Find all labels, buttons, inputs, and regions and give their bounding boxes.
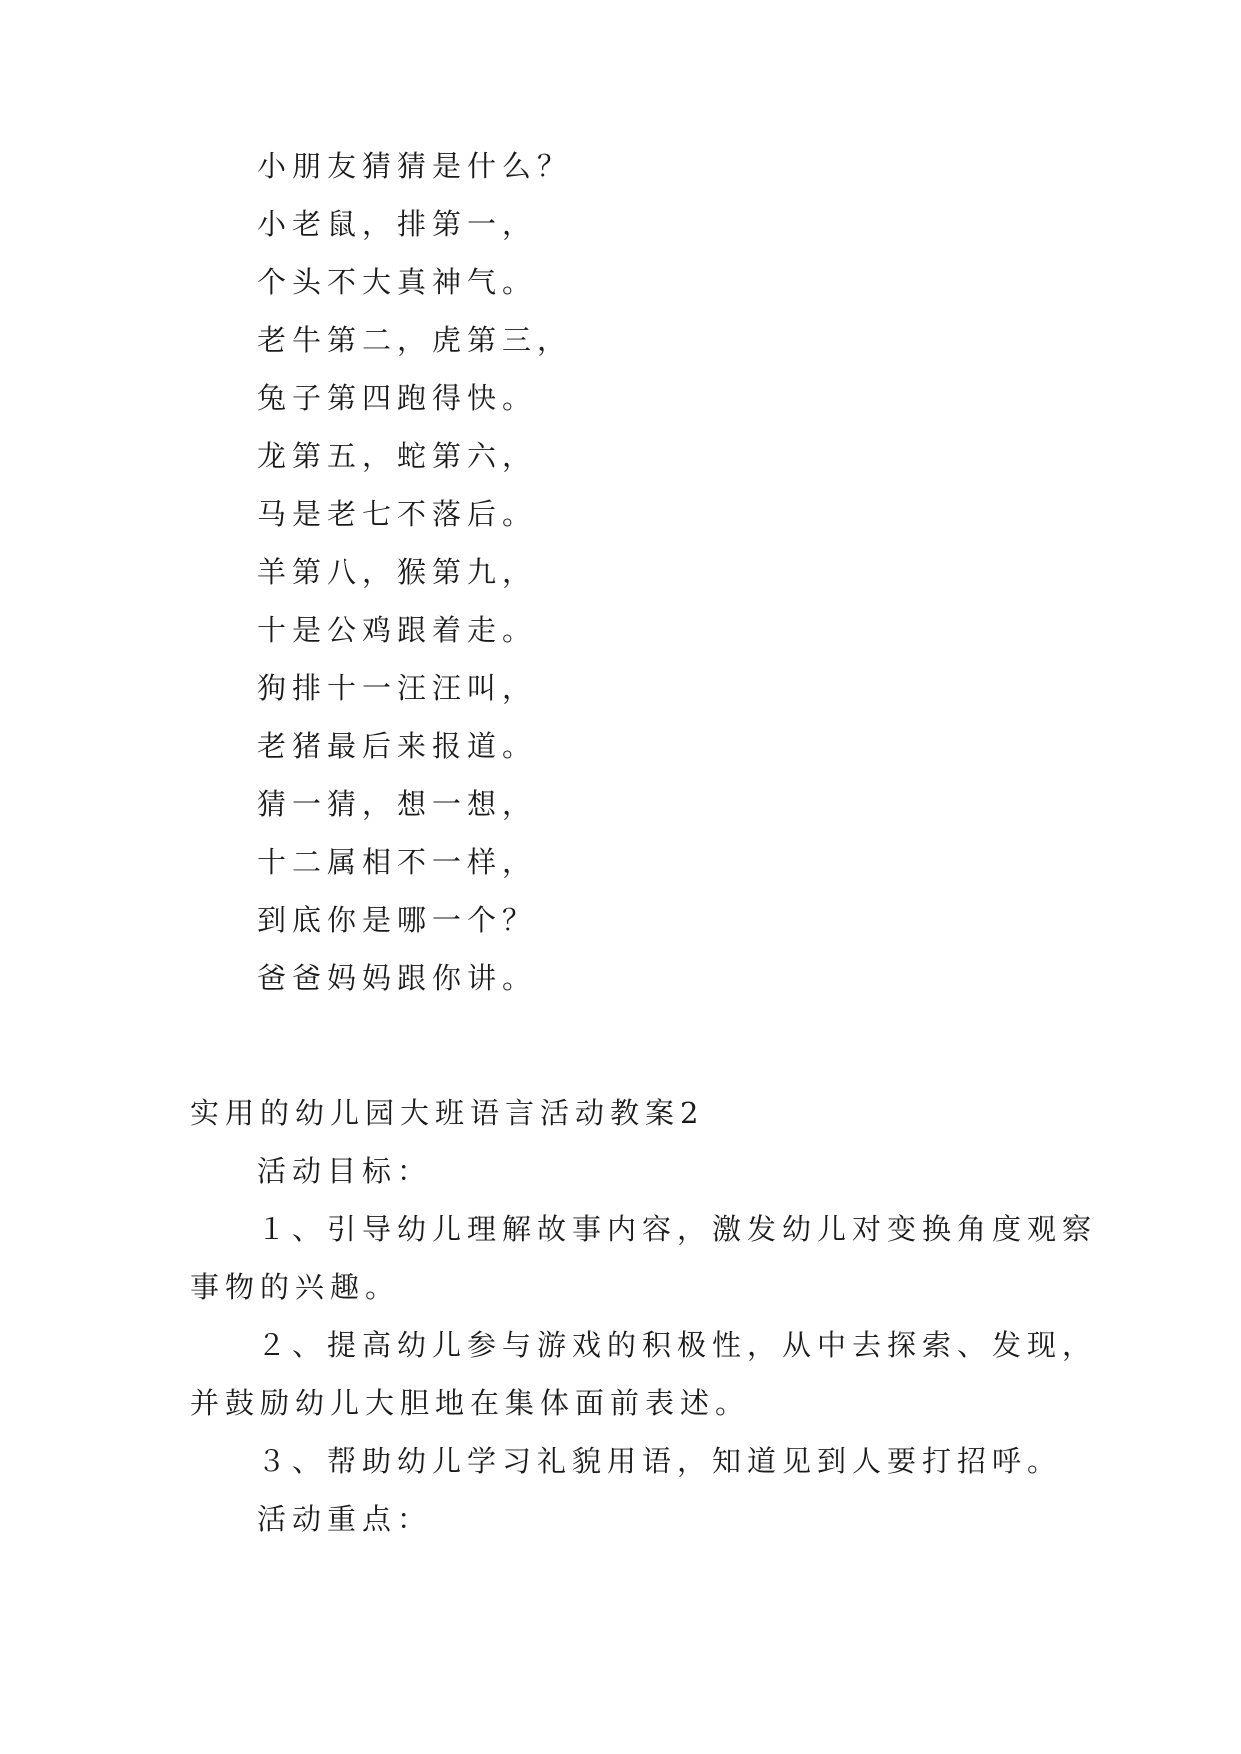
- poem-line: 龙第五，蛇第六，: [257, 439, 538, 473]
- poem-line: 狗排十一汪汪叫，: [257, 671, 538, 705]
- poem-line: 兔子第四跑得快。: [257, 381, 538, 415]
- poem-line: 猜一猜，想一想，: [257, 787, 538, 821]
- poem-line: 个头不大真神气。: [257, 265, 538, 299]
- goal-1-line-2: 事物的兴趣。: [190, 1270, 401, 1304]
- goal-3: ３、帮助幼儿学习礼貌用语，知道见到人要打招呼。: [257, 1444, 1063, 1478]
- poem-line: 羊第八，猴第九，: [257, 555, 538, 589]
- goal-1-line-1: １、引导幼儿理解故事内容，激发幼儿对变换角度观察: [257, 1212, 1098, 1246]
- poem-line: 十是公鸡跟着走。: [257, 613, 538, 647]
- section-title: 实用的幼儿园大班语言活动教案2: [190, 1096, 705, 1130]
- goal-2-line-2: 并鼓励幼儿大胆地在集体面前表述。: [190, 1386, 751, 1420]
- focus-heading: 活动重点：: [257, 1502, 433, 1536]
- goals-heading: 活动目标：: [257, 1154, 433, 1188]
- poem-line: 爸爸妈妈跟你讲。: [257, 961, 538, 995]
- poem-line: 老猪最后来报道。: [257, 729, 538, 763]
- goal-2-line-1: ２、提高幼儿参与游戏的积极性，从中去探索、发现，: [257, 1328, 1098, 1362]
- poem-line: 老牛第二，虎第三，: [257, 323, 573, 357]
- poem-line: 小老鼠，排第一，: [257, 207, 538, 241]
- poem-line: 小朋友猜猜是什么？: [257, 149, 573, 183]
- poem-line: 十二属相不一样，: [257, 845, 538, 879]
- poem-line: 到底你是哪一个？: [257, 903, 538, 937]
- poem-line: 马是老七不落后。: [257, 497, 538, 531]
